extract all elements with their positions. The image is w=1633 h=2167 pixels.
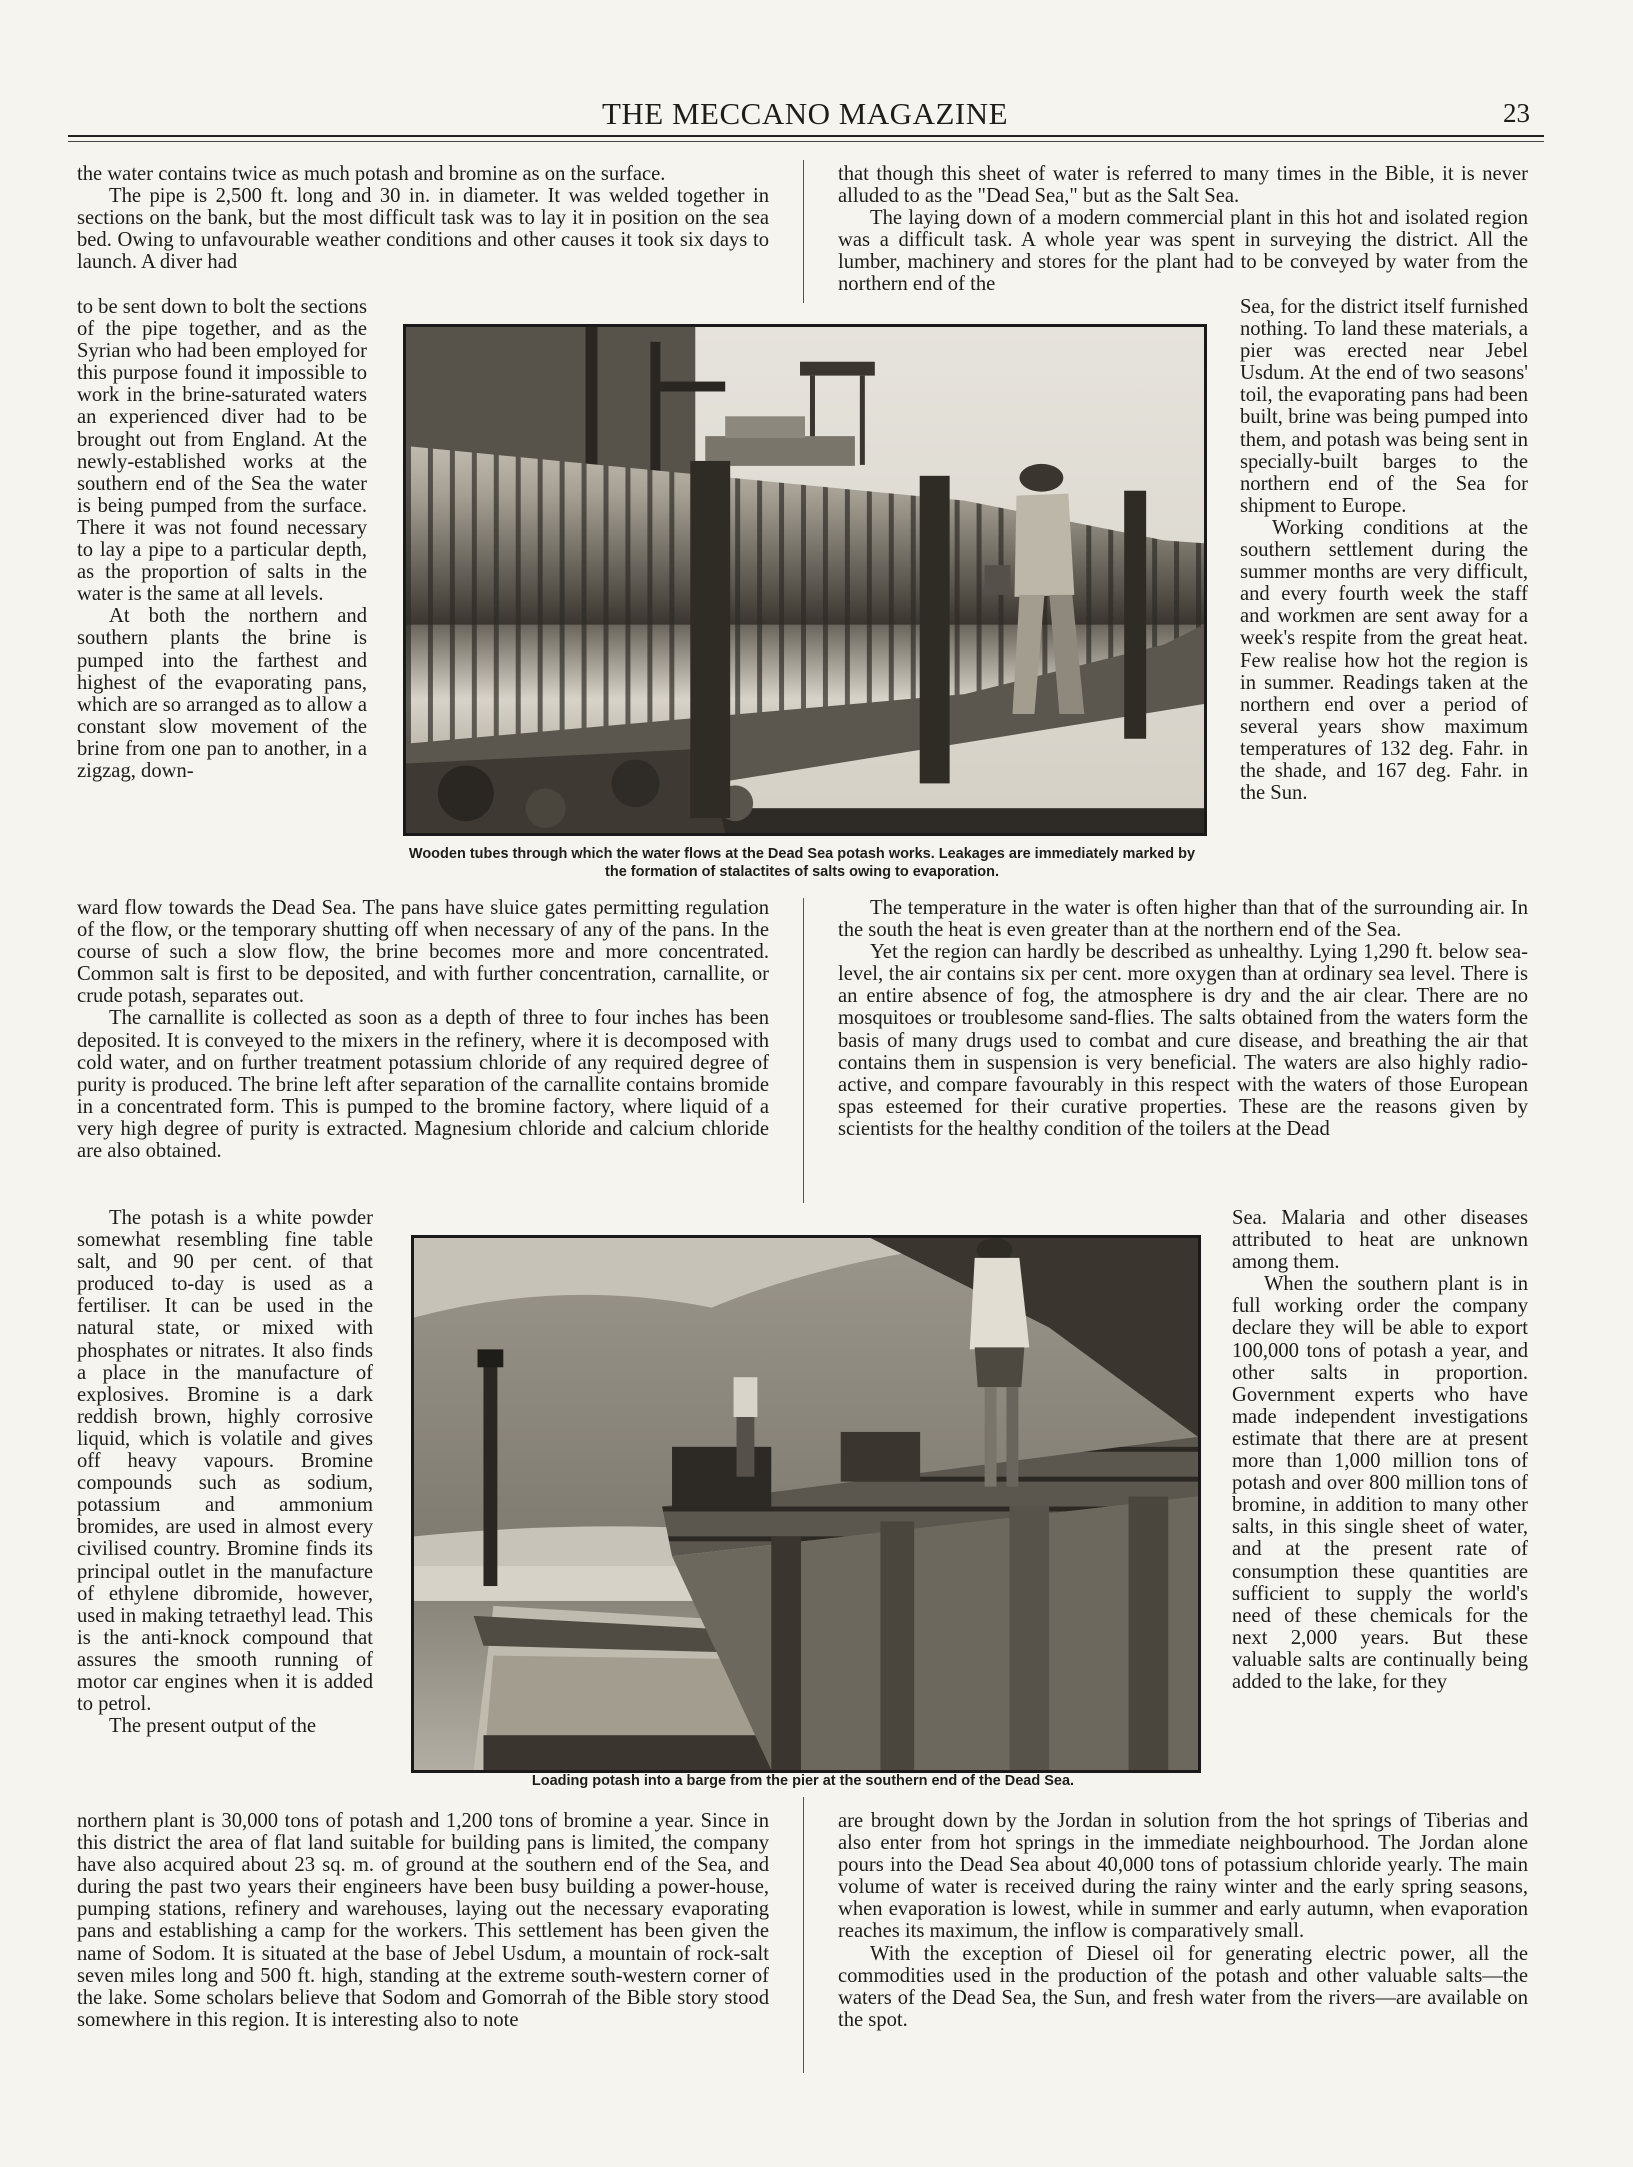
left-column-narrow-2 xyxy=(77,1207,373,1737)
paragraph: northern plant is 30,000 tons of potash and 1,200 tons of bromine a year. Since in this district the area of flat land suitable for building pans is limited, the company have also acquired about 23 sq. m. of ground at the southern end of the Sea, and during the past two years their engineers have been busy building a power-house, pumping stations, refinery and warehouses, laying out the necessary evaporating pans and establishing a camp for the workers. This settlement has been given the name of Sodom. It is situated at the base of Jebel Usdum, a mountain of rock-salt seven miles long and 500 ft. high, standing at the extreme south-western corner of the lake. Some scholars believe that Sodom and Gomorrah of the Bible story stood somewhere in this region. It is interesting also to note xyxy=(77,1810,769,2031)
paragraph: The potash is a white powder somewhat resembling fine table salt, and 90 per cent. of that produced to-day is used as a fertiliser. It can be used in the natural state, or mixed with phosphates or nitrates. It also finds a place in the manufacture of explosives. Bromine is a dark reddish brown, highly corrosive liquid, which is volatile and gives off heavy vapours. Bromine compounds such as sodium, potassium and ammonium bromides, are used in almost every civilised country. Bromine finds its principal outlet in the manufacture of ethylene dibromide, however, used in making tetraethyl lead. This is the anti-knock compound that assures the smooth running of motor car engines when it is added to petrol. xyxy=(77,1207,373,1716)
page-number: 23 xyxy=(1503,98,1530,128)
right-column-top xyxy=(838,163,1528,296)
paragraph: the water contains twice as much potash and bromine as on the surface. xyxy=(77,163,666,185)
left-column-bottom xyxy=(77,1810,769,2031)
paragraph: With the exception of Diesel oil for generating electric power, all the commodities used in the production of the potash and other valuable salts—the waters of the Dead Sea, the Sun, and fresh water from the rivers—are available on the spot. xyxy=(838,1942,1528,2031)
right-column-mid xyxy=(838,897,1528,1140)
figure-caption: Loading potash into a barge from the pier at the southern end of the Dead Sea. xyxy=(531,1773,1075,1789)
paragraph: Sea, for the district itself furnished nothing. To land these materials, a pier was erected near Jebel Usdum. At the end of two seasons' toil, the evaporating pans had been built, brine was being pumped into them, and potash was being sent in specially-built barges to the northern end of the Sea for shipment to Europe. xyxy=(1240,296,1528,517)
photo-wooden-tubes xyxy=(403,324,1207,836)
paragraph: Yet the region can hardly be described as unhealthy. Lying 1,290 ft. below sea-level, the air contains six per cent. more oxygen than at ordinary sea level. There is an entire absence of fog, the atmosphere is dry and the air clear. There are no mosquitoes or troublesome sand-flies. The salts obtained from the waters form the basis of many drugs used to combat and cure disease, and breathing the air that contains them in suspension is very beneficial. The waters are also highly radio-active, and compare favourably in this respect with the waters of those European spas esteemed for their curative properties. These are the reasons given by scientists for the healthy condition of the toilers at the Dead xyxy=(838,941,1528,1140)
header-rule-thin xyxy=(68,141,1544,142)
paragraph: that though this sheet of water is referred to many times in the Bible, it is never alluded to as the "Dead Sea," but as the Salt Sea. xyxy=(838,163,1528,208)
paragraph: ward flow towards the Dead Sea. The pans have sluice gates permitting regulation of the flow, or the temporary shutting off when necessary of any of the pans. In the course of such a slow flow, the brine becomes more and more concentrated. Common salt is first to be deposited, and with further concentration, carnallite, or crude potash, separates out. xyxy=(77,897,769,1008)
column-divider xyxy=(803,160,804,303)
right-column-narrow-2 xyxy=(1232,1207,1528,1693)
column-divider xyxy=(803,898,804,1203)
paragraph: At both the northern and southern plants the brine is pumped into the farthest and highest of the evaporating pans, which are so arranged as to allow a constant slow movement of the brine from one pan to another, in a zigzag, down- xyxy=(77,605,367,782)
right-column-narrow-1 xyxy=(1240,296,1528,804)
magazine-title: THE MECCANO MAGAZINE xyxy=(601,96,1009,131)
paragraph: The laying down of a modern commercial plant in this hot and isolated region was a difficult task. A whole year was spent in surveying the district. All the lumber, machinery and stores for the plant had to be conveyed by water from the northern end of the xyxy=(838,207,1528,296)
paragraph: The present output of the xyxy=(109,1715,317,1738)
paragraph: Working conditions at the southern settlement during the summer months are very difficult, and every fourth week the staff and workmen are sent away for a week's respite from the great heat. Few realise how hot the region is in summer. Readings taken at the northern end over a period of several years show maximum temperatures of 132 deg. Fahr. in the shade, and 167 deg. Fahr. in the Sun. xyxy=(1240,516,1528,805)
paragraph: The pipe is 2,500 ft. long and 30 in. in diameter. It was welded together in sections on the bank, but the most difficult task was to lay it in position on the sea bed. Owing to unfavourable weather conditions and other causes it took six days to launch. A diver had xyxy=(77,185,769,274)
left-column-top xyxy=(77,163,769,273)
header-rule xyxy=(68,135,1544,137)
paragraph: to be sent down to bolt the sections of the pipe together, and as the Syrian who had been employed for this purpose found it impossible to work in the brine-saturated waters an experienced diver had to be brought out from England. At the newly-established works at the southern end of the Sea the water is being pumped from the surface. There it was not found necessary to lay a pipe to a particular depth, as the proportion of salts in the water is the same at all levels. xyxy=(77,296,367,606)
left-column-mid xyxy=(77,897,769,1162)
figure-caption: Wooden tubes through which the water flows at the Dead Sea potash works. Leakages are immediately marked by the formation of stalactites of salts owing to evaporation. xyxy=(408,846,1196,880)
right-column-bottom xyxy=(838,1810,1528,2031)
page-header xyxy=(70,96,1540,136)
paragraph: When the southern plant is in full working order the company declare they will be able to export 100,000 tons of potash a year, and other salts in proportion. Government experts who have made independent investigations estimate that there are at present more than 1,000 million tons of potash and over 800 million tons of bromine, in addition to many other salts, in this single sheet of water, and at the present rate of consumption these quantities are sufficient to supply the world's need of these chemicals for the next 2,000 years. But these valuable salts are continually being added to the lake, for they xyxy=(1232,1273,1528,1693)
paragraph: Sea. Malaria and other diseases attributed to heat are unknown among them. xyxy=(1232,1207,1528,1274)
column-divider xyxy=(803,1797,804,2073)
left-column-narrow-1 xyxy=(77,296,367,782)
paragraph: are brought down by the Jordan in solution from the hot springs of Tiberias and also enter from hot springs in the immediate neighbourhood. The Jordan alone pours into the Dead Sea about 40,000 tons of potassium chloride yearly. The main volume of water is received during the rainy winter and the early spring seasons, when evaporation is lowest, while in summer and early autumn, when evaporation reaches its maximum, the inflow is comparatively small. xyxy=(838,1810,1528,1943)
paragraph: The temperature in the water is often higher than that of the surrounding air. In the south the heat is even greater than at the northern end of the Sea. xyxy=(838,897,1528,942)
paragraph: The carnallite is collected as soon as a depth of three to four inches has been deposited. It is conveyed to the mixers in the refinery, where it is decomposed with cold water, and on further treatment potassium chloride of any required degree of purity is produced. The brine left after separation of the carnallite contains bromide in a concentrated form. This is pumped to the bromine factory, where liquid of a very high degree of purity is extracted. Magnesium chloride and calcium chloride are also obtained. xyxy=(77,1007,769,1163)
photo-loading-barge xyxy=(411,1235,1201,1773)
